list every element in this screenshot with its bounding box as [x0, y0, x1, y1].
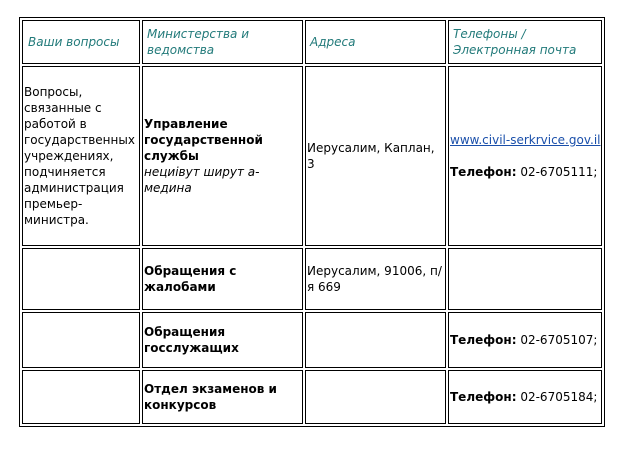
address-text: Иерусалим, Каплан, 3 [307, 141, 435, 171]
ministry-name: Обращения госслужащих [144, 325, 239, 355]
phone-number: 02-6705107; [520, 333, 598, 347]
header-addresses: Адреса [305, 20, 446, 64]
ministry-name: Управление государственной службы [144, 117, 263, 163]
question-text: Вопросы, связанные с работой в государственных учреждениях, подчиняется администрация премьер-министра. [24, 85, 135, 227]
address-cell [305, 370, 446, 424]
ministry-name: Обращения с жалобами [144, 264, 237, 294]
header-ministries: Министерства и ведомства [142, 20, 303, 64]
address-cell [305, 312, 446, 368]
ministry-name: Отдел экзаменов и конкурсов [144, 382, 277, 412]
address-cell [305, 248, 446, 310]
table-row [22, 248, 602, 310]
header-row [22, 20, 602, 64]
contact-cell [448, 248, 602, 310]
phone-label: Телефон: [450, 165, 517, 179]
question-cell [22, 312, 140, 368]
phone-label: Телефон: [450, 390, 517, 404]
website-link[interactable]: www.civil-serkrvice.gov.il [450, 133, 601, 147]
contact-cell [448, 370, 602, 424]
contacts-table [19, 17, 605, 427]
contact-cell [448, 66, 602, 246]
table-row [22, 66, 602, 246]
spacer [450, 148, 600, 164]
phone-number: 02-6705184; [520, 390, 598, 404]
question-cell [22, 370, 140, 424]
ministry-cell [142, 312, 303, 368]
contact-cell [448, 312, 602, 368]
header-questions: Ваши вопросы [22, 20, 140, 64]
ministry-cell [142, 66, 303, 246]
ministry-cell [142, 370, 303, 424]
address-cell [305, 66, 446, 246]
header-phones: Телефоны / Электронная почта [448, 20, 602, 64]
table-row [22, 312, 602, 368]
address-text: Иерусалим, 91006, п/я 669 [307, 264, 442, 294]
question-cell [22, 66, 140, 246]
table-row [22, 370, 602, 424]
phone-label: Телефон: [450, 333, 517, 347]
phone-number: 02-6705111; [520, 165, 598, 179]
ministry-cell [142, 248, 303, 310]
ministry-hebrew-name: нециівут ширут а-медина [144, 165, 260, 195]
question-cell [22, 248, 140, 310]
